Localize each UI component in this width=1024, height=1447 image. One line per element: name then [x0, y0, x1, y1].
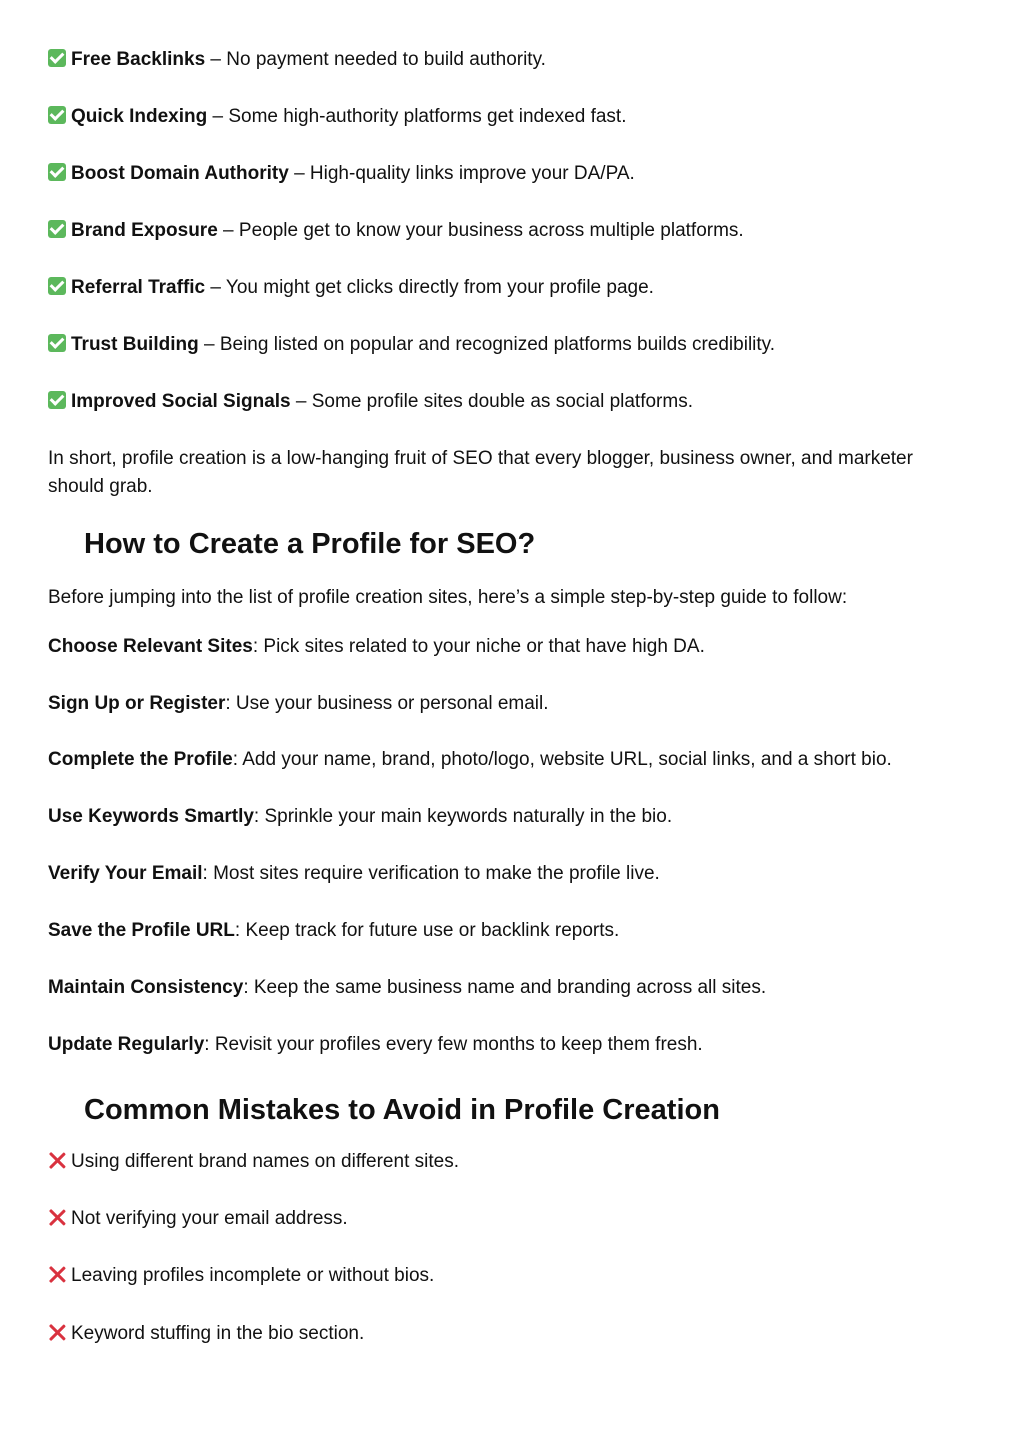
- check-mark-icon: [48, 334, 66, 352]
- benefit-title: Referral Traffic: [71, 277, 206, 298]
- step-title: Maintain Consistency: [48, 977, 244, 998]
- benefit-title: Free Backlinks: [71, 49, 206, 70]
- mistake-item: [48, 1148, 459, 1176]
- mistake-item: [48, 1205, 348, 1233]
- benefit-item: [48, 274, 654, 302]
- benefit-title: Brand Exposure: [71, 220, 218, 241]
- benefit-desc: – People get to know your business across multiple platforms.: [217, 220, 744, 241]
- step-item: [48, 917, 619, 945]
- step-title: Save the Profile URL: [48, 920, 235, 941]
- step-desc: : Keep the same business name and branding across all sites.: [243, 977, 767, 998]
- benefit-title: Boost Domain Authority: [71, 163, 289, 184]
- step-desc: : Add your name, brand, photo/logo, website URL, social links, and a short bio.: [232, 749, 892, 770]
- step-item: [48, 690, 549, 718]
- step-desc: : Revisit your profiles every few months to keep them fresh.: [204, 1034, 703, 1055]
- step-title: Complete the Profile: [48, 749, 233, 770]
- step-title: Choose Relevant Sites: [48, 636, 253, 657]
- mistake-text: Keyword stuffing in the bio section.: [71, 1323, 365, 1344]
- benefit-item: [48, 160, 635, 188]
- step-desc: : Keep track for future use or backlink reports.: [234, 920, 620, 941]
- check-mark-icon: [48, 391, 66, 409]
- benefit-desc: – You might get clicks directly from your profile page.: [205, 277, 654, 298]
- benefit-item: [48, 217, 744, 245]
- step-title: Sign Up or Register: [48, 693, 226, 714]
- check-mark-icon: [48, 220, 66, 238]
- step-item: [48, 803, 672, 831]
- benefit-desc: – No payment needed to build authority.: [205, 49, 546, 70]
- mistake-item: [48, 1320, 364, 1348]
- cross-mark-icon: [48, 1265, 66, 1283]
- benefit-item: [48, 46, 546, 74]
- cross-mark-icon: [48, 1208, 66, 1226]
- mistake-item: [48, 1262, 434, 1290]
- benefit-desc: – High-quality links improve your DA/PA.: [288, 163, 635, 184]
- step-title: Verify Your Email: [48, 863, 203, 884]
- mistake-text: Using different brand names on different sites.: [71, 1151, 459, 1172]
- step-item: [48, 633, 705, 661]
- benefit-desc: – Being listed on popular and recognized platforms builds credibility.: [198, 334, 776, 355]
- cross-mark-icon: [48, 1323, 66, 1341]
- mistake-text: Leaving profiles incomplete or without bios.: [71, 1265, 435, 1286]
- mistake-text: Not verifying your email address.: [71, 1208, 348, 1229]
- benefit-title: Quick Indexing: [71, 106, 208, 127]
- step-desc: : Sprinkle your main keywords naturally in the bio.: [253, 806, 673, 827]
- check-mark-icon: [48, 163, 66, 181]
- step-item: [48, 746, 892, 774]
- howto-intro: Before jumping into the list of profile creation sites, here’s a simple step-by-step guide to follow:: [48, 587, 848, 608]
- step-title: Use Keywords Smartly: [48, 806, 254, 827]
- section-heading-mistakes: Common Mistakes to Avoid in Profile Creation: [84, 1094, 720, 1126]
- step-item: [48, 974, 766, 1002]
- step-item: [48, 1031, 703, 1059]
- section-heading-howto: How to Create a Profile for SEO?: [84, 528, 536, 560]
- step-item: [48, 860, 660, 888]
- summary-paragraph: In short, profile creation is a low-hanging fruit of SEO that every blogger, business owner, and marketer should grab.: [48, 448, 913, 497]
- step-desc: : Most sites require verification to make the profile live.: [202, 863, 660, 884]
- benefit-title: Trust Building: [71, 334, 199, 355]
- cross-mark-icon: [48, 1151, 66, 1169]
- step-desc: : Use your business or personal email.: [225, 693, 549, 714]
- benefit-desc: – Some profile sites double as social platforms.: [290, 391, 693, 412]
- benefit-item: [48, 388, 693, 416]
- step-title: Update Regularly: [48, 1034, 205, 1055]
- step-desc: : Pick sites related to your niche or that have high DA.: [252, 636, 705, 657]
- check-mark-icon: [48, 277, 66, 295]
- benefit-desc: – Some high-authority platforms get indexed fast.: [207, 106, 627, 127]
- benefit-item: [48, 331, 775, 359]
- check-mark-icon: [48, 49, 66, 67]
- check-mark-icon: [48, 106, 66, 124]
- benefit-item: [48, 103, 626, 131]
- benefit-title: Improved Social Signals: [71, 391, 291, 412]
